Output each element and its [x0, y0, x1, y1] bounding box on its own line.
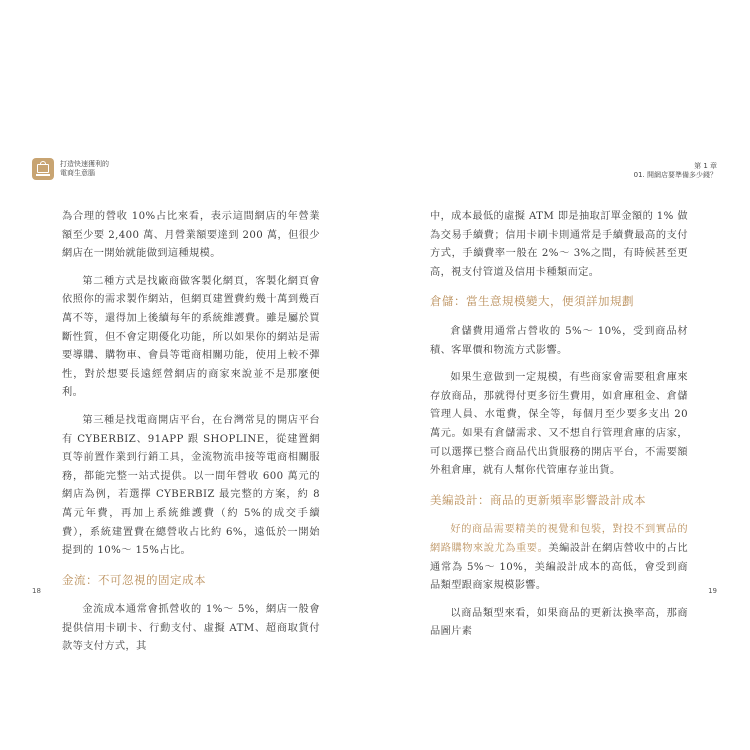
paragraph: 中，成本最低的虛擬 ATM 即是抽取訂單金額的 1% 做為交易手續費；信用卡刷卡則通常是手續費最高的支付方式，手續費率一般在 2%～ 3%之間，有時候甚至更高，視支付管道及信用卡種類而定。 [430, 211, 688, 278]
chapter-label: 第 1 章 [694, 162, 717, 170]
section-heading-cash-flow: 金流：不可忽視的固定成本 [62, 572, 206, 587]
right-page-body [430, 208, 688, 651]
left-page-body [62, 208, 320, 666]
book-title-line1: 打造快速獲利的 [60, 160, 109, 168]
paragraph: 如果生意做到一定規模，有些商家會需要租倉庫來存放商品，那就得付更多衍生費用，如倉庫租金、倉儲管理人員、水電費，保全等，每個月至少要多支出 20 萬元。如果有倉儲需求、又不想自行管理倉庫的店家，可以選擇已整合商品代出貨服務的開店平台，不需要額外租倉庫，就有人幫你代管庫存並出貨。 [430, 372, 688, 477]
paragraph: 為合理的營收 10%占比來看，表示這間網店的年營業額至少要 2,400 萬、月營業額要達到 200 萬，但很少網店在一開始就能做到這種規模。 [62, 211, 320, 260]
section-label: 01. 開網店要準備多少錢？ [633, 171, 717, 179]
highlight-text: 好的商品需要精美的視覺和包裝，對投不到實品的網路購物來說尤為重要。 [430, 524, 688, 554]
left-running-head [32, 158, 109, 180]
paragraph: 第三種是找電商開店平台，在台灣常見的開店平台有 CYBERBIZ、91APP 跟 SHOPLINE，從建置網頁等前置作業到行銷工具，金流物流串接等電商相關服務，都能完整一站式提供。以一間年營收 600 萬元的網店為例，若選擇 CYBERBIZ 最完整的方案，約 8 萬元年費，再加上系統維護費（約 5%的成交手續費），系統建置費在總營收占比約 6%，遠低於一開始提到的 10%～ 15%占比。 [62, 414, 320, 557]
paragraph: 金流成本通常會抓營收的 1%～ 5%，網店一般會提供信用卡刷卡、行動支付、虛擬 ATM、超商取貨付款等支付方式，其 [62, 604, 320, 653]
book-title-line2: 電商生意腦 [60, 169, 95, 177]
paragraph: 以商品類型來看，如果商品的更新汰換率高，那商品圖片素 [430, 607, 688, 638]
section-heading-design: 美編設計：商品的更新頻率影響設計成本 [430, 492, 646, 507]
right-running-head [634, 162, 717, 180]
book-logo-icon [32, 158, 54, 180]
page-number-right: 19 [708, 587, 717, 595]
section-heading-warehouse: 倉儲：當生意規模變大，便須詳加規劃 [430, 294, 634, 309]
paragraph [430, 521, 688, 595]
book-title [60, 160, 109, 178]
paragraph: 倉儲費用通常占營收的 5%～ 10%，受到商品材積、客單價和物流方式影響。 [430, 325, 688, 356]
paragraph: 第二種方式是找廠商做客製化網頁，客製化網頁會依照你的需求製作網站，但網頁建置費約幾十萬到幾百萬不等，還得加上後續每年的系統維護費。雖是屬於買斷性質，但不會定期優化功能，所以如果你的網站是需要導購、購物車、會員等電商相關功能，使用上較不彈性，對於想要長遠經營網店的商家來說並不是那麼便利。 [62, 275, 320, 399]
page-number-left: 18 [32, 587, 41, 595]
paragraph-text: 美編設計在網店營收中的占比通常為 5%～ 10%，美編設計成本的高低，會受到商品類型跟商家規模影響。 [430, 542, 688, 592]
